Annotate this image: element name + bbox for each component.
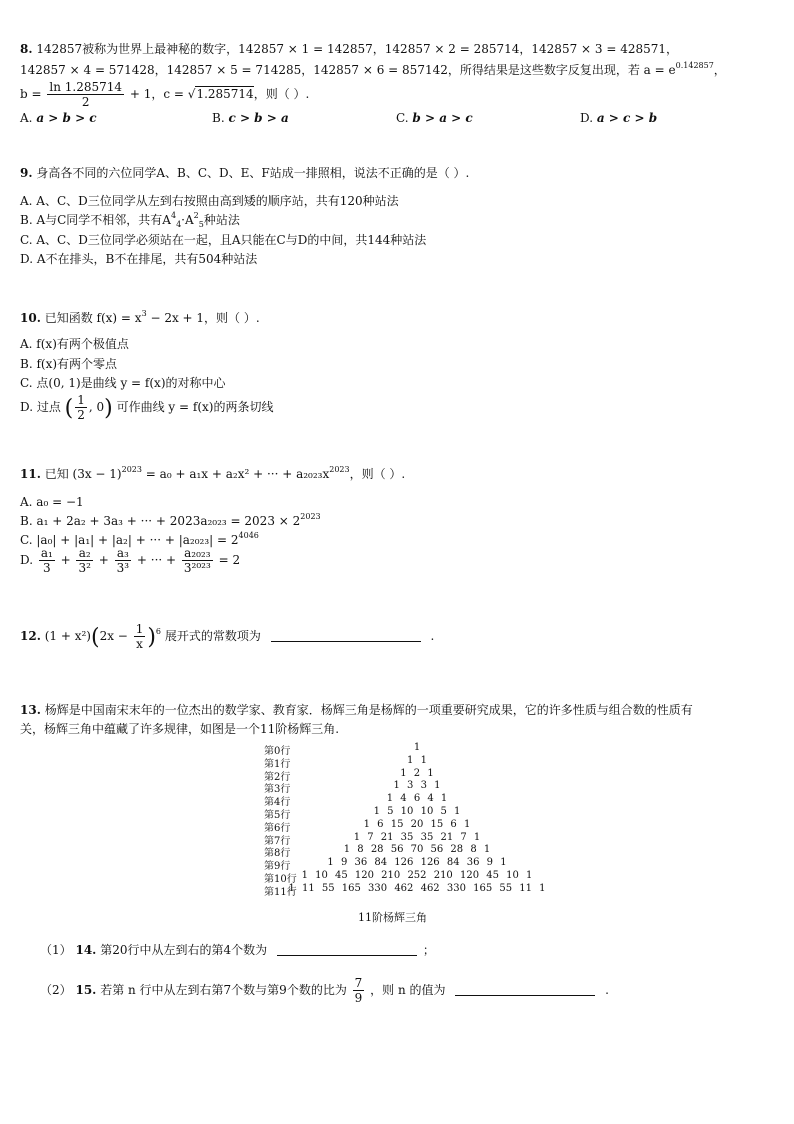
row-numbers: 1 9 36 84 126 126 84 36 9 1 <box>327 857 507 869</box>
sub2-frac-num: 7 <box>354 976 363 990</box>
row-label: 第7行 <box>264 835 291 847</box>
row-label: 第6行 <box>264 822 291 834</box>
triangle-row <box>262 819 542 832</box>
q8-b-prefix: b = <box>20 87 42 101</box>
q8-option-a-text: a > b > c <box>36 111 97 125</box>
q11-stem-post: ，则（ ）. <box>349 467 406 481</box>
q8-option-a-label: A. <box>20 111 33 125</box>
sub1-end: ； <box>422 943 435 957</box>
sub2-post: ，则 n 的值为 <box>370 983 446 997</box>
triangle-row <box>262 755 542 768</box>
q8-line1: 8. 142857被称为世界上最神秘的数字，142857 × 1 = 142857，142857 × 2 = 285714，142857 × 3 = 428571， <box>20 42 679 56</box>
row-numbers: 1 4 6 4 1 <box>386 793 448 805</box>
sub1-label: （1） <box>40 943 72 957</box>
q13-sub1 <box>40 942 435 958</box>
q13-line1-text: 杨辉是中国南宋末年的一位杰出的数学家、教育家．杨辉三角是杨辉的一项重要研究成果，它的许多性质与组合数的性质有 <box>44 703 693 717</box>
q9-option-b-mid: ·A <box>181 213 194 227</box>
sub2-frac-den: 9 <box>354 991 363 1005</box>
q9-option-b-post: 种站法 <box>203 213 240 227</box>
q9-stem: 9. 身高各不同的六位同学A、B、C、D、E、F站成一排照相，说法不正确的是（ ）. <box>20 166 470 180</box>
q10-option-c[interactable]: C. 点(0, 1)是曲线 y = f(x)的对称中心 <box>20 376 226 390</box>
triangle-row <box>262 793 542 809</box>
triangle-row <box>262 857 542 873</box>
q11-exp-1: 2023 <box>121 465 142 474</box>
q9-option-a[interactable]: A. A、C、D三位同学从左到右按照由高到矮的顺序站，共有120种站法 <box>20 194 399 208</box>
q8-text-2: 142857 × 4 = 571428，142857 × 5 = 714285，142857 × 6 = 857142，所得结果是这些数字反复出现，若 a = e <box>20 63 676 77</box>
q8-option-c-label: C. <box>396 111 409 125</box>
q8-line2: 142857 × 4 = 571428，142857 × 5 = 714285，142857 × 6 = 857142，所得结果是这些数字反复出现，若 $a = e^{0.142857}$， <box>20 61 726 77</box>
sub1-number: 14. <box>75 943 97 957</box>
row-numbers: 1 6 15 20 15 6 1 <box>363 818 471 830</box>
q10-option-d-pre: 过点 <box>36 400 61 414</box>
sub1-text: 第20行中从左到右的第4个数为 <box>100 943 268 957</box>
q9-option-c-text: A、C、D三位同学必须站在一起，且A只能在C与D的中间，共144种站法 <box>36 233 427 247</box>
q12-expr-mid: 2x − <box>99 629 128 643</box>
q12-end: . <box>430 629 435 643</box>
q8-exp: 0.142857 <box>675 61 714 70</box>
q8-b-num: ln 1.285714 <box>49 80 123 94</box>
row-numbers: 1 5 10 10 5 1 <box>373 805 461 817</box>
sub2-end: . <box>605 983 609 997</box>
row-label: 第0行 <box>264 746 291 757</box>
q11-option-d-tail: = 2 <box>218 553 241 567</box>
triangle-caption: 11阶杨辉三角 <box>358 911 427 924</box>
triangle-row <box>262 882 546 898</box>
q8-b-after: + 1，c = <box>129 87 184 101</box>
q12-answer-blank[interactable] <box>271 629 421 642</box>
q11-option-d[interactable]: D. $\frac{\text{a₁}}{3}$ + $\frac{\text{a₂}}{\text{3²}}$ + $\frac{\text{a₃}}{\text{3³}}$ + ··· + $\frac{\text{a₂₀₂₃}}{\text{3²⁰²³}}$ = 2 <box>20 546 241 575</box>
q11-option-a[interactable]: A. a₀ = −1 <box>20 495 84 509</box>
q8-b-den: 2 <box>81 95 90 109</box>
q10-number: 10. <box>20 311 41 325</box>
triangle-row <box>262 832 542 845</box>
q10-stem-pre: 已知函数 f(x) = x <box>44 311 142 325</box>
sub2-answer-blank[interactable] <box>455 983 595 996</box>
q8-option-c-text: b > a > c <box>412 111 473 125</box>
q13-number: 13. <box>20 703 41 717</box>
row-label: 第1行 <box>264 758 291 770</box>
row-label: 第11行 <box>264 886 297 898</box>
q8-b-fraction <box>47 80 124 109</box>
row-label: 第5行 <box>264 809 291 821</box>
row-numbers: 1 3 3 1 <box>393 780 441 792</box>
q11-stem-pre: 已知 (3x − 1) <box>44 467 122 481</box>
q9-option-c[interactable]: C. A、C、D三位同学必须站在一起，且A只能在C与D的中间，共144种站法 <box>20 233 427 247</box>
q8-option-b-text: c > b > a <box>228 111 289 125</box>
q9-stem-text: 身高各不同的六位同学A、B、C、D、E、F站成一排照相，说法不正确的是（ ）. <box>36 166 470 180</box>
q11-number: 11. <box>20 467 41 481</box>
q9-option-b-pre: A与C同学不相邻，共有A <box>36 213 171 227</box>
q12-expr-pre: (1 + x²) <box>44 629 91 643</box>
q10-stem: 10. 已知函数 $f(x) = x^3 - 2x + 1$，则（ ）. <box>20 309 260 325</box>
q10-option-d-post: 可作曲线 y = f(x)的两条切线 <box>116 400 274 414</box>
q12-exp: 6 <box>155 627 162 636</box>
sub2-fraction <box>353 976 365 1005</box>
row-numbers: 1 7 21 35 35 21 7 1 <box>353 831 481 843</box>
q10-option-b[interactable]: B. f(x)有两个零点 <box>20 357 118 371</box>
q11-option-b[interactable]: B. a₁ + 2a₂ + 3a₃ + ··· + $2023a_{2023} = 2023 \times 2^{2023}$ <box>20 512 321 528</box>
q10-option-a-text: f(x)有两个极值点 <box>36 337 129 351</box>
yanghui-triangle <box>262 742 546 898</box>
q10-option-d[interactable]: D. 过点 ( $\frac{1}{2}$ , 0) 可作曲线 y = f(x)的两条切线 <box>20 393 274 422</box>
row-label: 第2行 <box>264 771 291 783</box>
q8-c-val: 1.285714 <box>196 87 254 101</box>
row-label: 第8行 <box>264 848 291 860</box>
q13-line2 <box>20 721 339 737</box>
triangle-row <box>262 768 542 781</box>
q8-line3: b = $\frac{\ln 1.285714}{2}$ + 1，c = √1.285714，则（ ）. <box>20 80 310 109</box>
sub2-label: （2） <box>40 983 72 997</box>
q9-option-d[interactable]: D. A不在排头，B不在排尾，共有504种站法 <box>20 252 258 266</box>
q10-option-b-text: f(x)有两个零点 <box>36 357 118 371</box>
q8-option-d-text: a > c > b <box>596 111 658 125</box>
row-label: 第4行 <box>264 797 291 809</box>
q9-option-a-text: A、C、D三位同学从左到右按照由高到矮的顺序站，共有120种站法 <box>36 194 399 208</box>
q8-option-a[interactable] <box>20 110 97 126</box>
triangle-row <box>262 806 542 819</box>
q8-option-c[interactable] <box>396 110 473 126</box>
row-label: 第9行 <box>264 861 291 873</box>
triangle-row <box>262 870 542 883</box>
q11-option-c[interactable]: C. |a₀| + |a₁| + |a₂| + ··· + $|a_{2023}| = 2^{4046}$ <box>20 531 259 547</box>
q8-option-b-label: B. <box>212 111 225 125</box>
q12-post: 展开式的常数项为 <box>164 629 261 643</box>
row-numbers: 1 10 45 120 210 252 210 120 45 10 1 <box>301 869 533 881</box>
row-numbers: 1 2 1 <box>400 767 434 779</box>
triangle-row <box>262 844 542 860</box>
q11-stem-mid: = a₀ + a₁x + a₂x² + ··· + a₂₀₂₃x <box>141 467 330 481</box>
q11-option-a-text: a₀ = −1 <box>36 495 84 509</box>
q10-option-c-text: 点(0, 1)是曲线 y = f(x)的对称中心 <box>36 376 226 390</box>
q8-option-b[interactable] <box>212 110 289 126</box>
triangle-row <box>262 780 542 796</box>
q13-line1 <box>20 702 693 718</box>
q11-option-c-text: |a₀| + |a₁| + |a₂| + ··· + |a₂₀₂₃| = 2 <box>36 533 239 547</box>
q13-sub2 <box>40 976 609 1010</box>
row-label: 第10行 <box>264 873 297 885</box>
q10-option-a[interactable]: A. f(x)有两个极值点 <box>20 337 129 351</box>
row-numbers: 1 8 28 56 70 56 28 8 1 <box>343 844 491 856</box>
row-label: 第3行 <box>264 784 291 796</box>
q8-tail: ，则（ ）. <box>253 87 310 101</box>
q11-option-c-exp: 4046 <box>238 531 259 540</box>
sub2-number: 15. <box>75 983 97 997</box>
q8-option-d[interactable] <box>580 110 657 126</box>
sub2-pre: 若第 n 行中从左到右第7个数与第9个数的比为 <box>100 983 347 997</box>
row-numbers: 1 <box>413 742 421 753</box>
q12-number: 12. <box>20 629 41 643</box>
q10-stem-post: − 2x + 1，则（ ）. <box>146 311 260 325</box>
row-numbers: 1 1 <box>407 754 427 766</box>
q8-text-1: 142857被称为世界上最神秘的数字，142857 × 1 = 142857，142857 × 2 = 285714，142857 × 3 = 428571， <box>36 42 679 56</box>
sub1-answer-blank[interactable] <box>277 943 417 956</box>
triangle-row <box>262 742 542 755</box>
q12-stem: 12. (1 + x²)(2x − $\frac{1}{x}$ )$^6$ 展开式的常数项为 . <box>20 622 435 651</box>
q8-option-d-label: D. <box>580 111 594 125</box>
q13-line2-text: 关，杨辉三角中蕴藏了许多规律，如图是一个11阶杨辉三角. <box>20 722 340 736</box>
q11-stem: 11. 已知 $(3x - 1)^{2023} = a_0 + a_1x + a_2x^2$ + ··· + $a_{2023}x^{2023}$，则（ ）. <box>20 465 406 481</box>
q9-option-b[interactable]: B. A与C同学不相邻，共有$A^4_4\cdot A^2_5$种站法 <box>20 211 240 229</box>
q11-option-b-text: a₁ + 2a₂ + 3a₃ + ··· + 2023a₂₀₂₃ = 2023 × 2 <box>36 514 301 528</box>
row-numbers: 1 11 55 165 330 462 462 330 165 55 11 1 <box>288 882 546 894</box>
q9-option-d-text: A不在排头，B不在排尾，共有504种站法 <box>36 252 258 266</box>
